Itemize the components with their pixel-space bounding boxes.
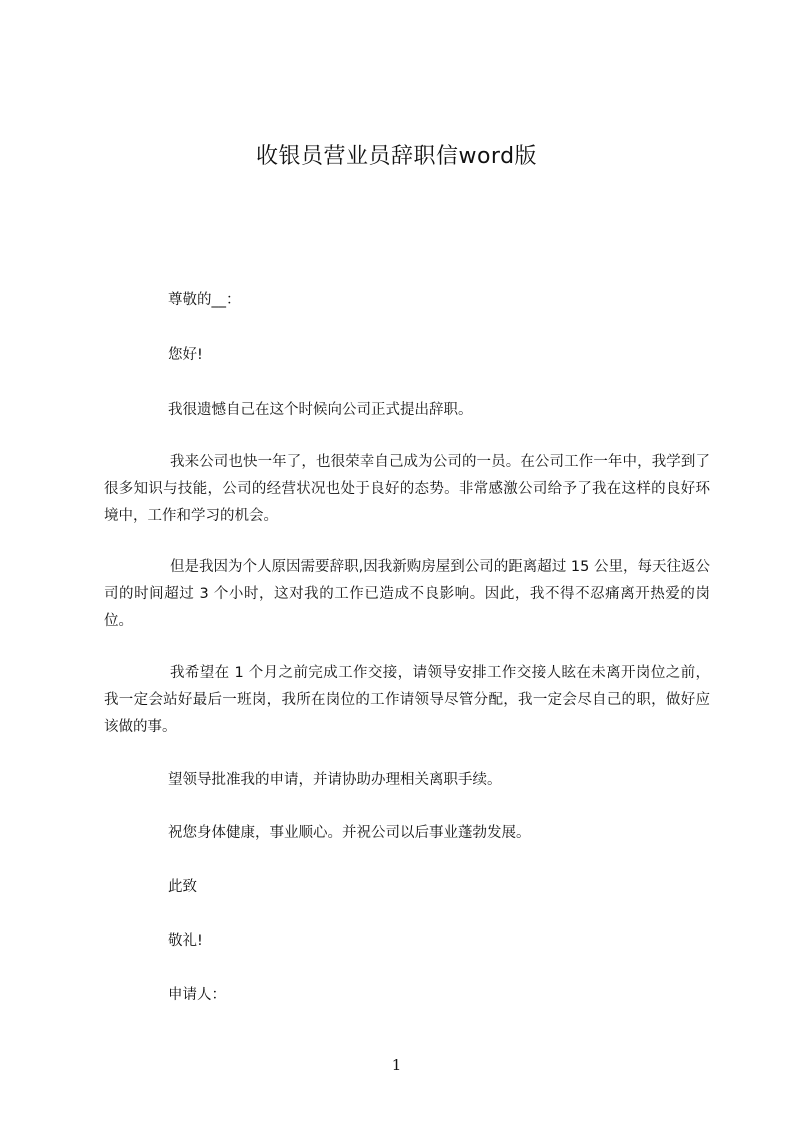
salutation: 尊敬的__： — [168, 292, 241, 308]
page-number: 1 — [391, 1056, 402, 1074]
paragraph-3: 但是我因为个人原因需要辞职,因我新购房屋到公司的距离超过 15 公里，每天往返公司的时间超过 3 个小时，这对我的工作已造成不良影响。因此，我不得不忍痛离开热爱的岗位。 — [104, 559, 710, 629]
closing: 此致 — [168, 879, 197, 895]
paragraph-6: 祝您身体健康，事业顺心。并祝公司以后事业蓬勃发展。 — [168, 825, 531, 841]
paragraph-5: 望领导批准我的申请，并请协助办理相关离职手续。 — [168, 772, 502, 788]
paragraph-1: 我很遗憾自己在这个时候向公司正式提出辞职。 — [168, 402, 473, 418]
paragraph-2: 我来公司也快一年了，也很荣幸自己成为公司的一员。在公司工作一年中，我学到了很多知识与技能，公司的经营状况也处于良好的态势。非常感激公司给予了我在这样的良好环境中，工作和学习的机会。 — [104, 454, 710, 524]
applicant: 申请人： — [168, 987, 226, 1003]
document-title: 收银员营业员辞职信word版 — [255, 144, 538, 169]
paragraph-4: 我希望在 1 个月之前完成工作交接，请领导安排工作交接人眩在未离开岗位之前，我一定会站好最后一班岗，我所在岗位的工作请领导尽管分配，我一定会尽自己的职，做好应该做的事。 — [104, 665, 710, 735]
greeting: 您好! — [168, 347, 203, 363]
regards: 敬礼! — [168, 933, 203, 949]
